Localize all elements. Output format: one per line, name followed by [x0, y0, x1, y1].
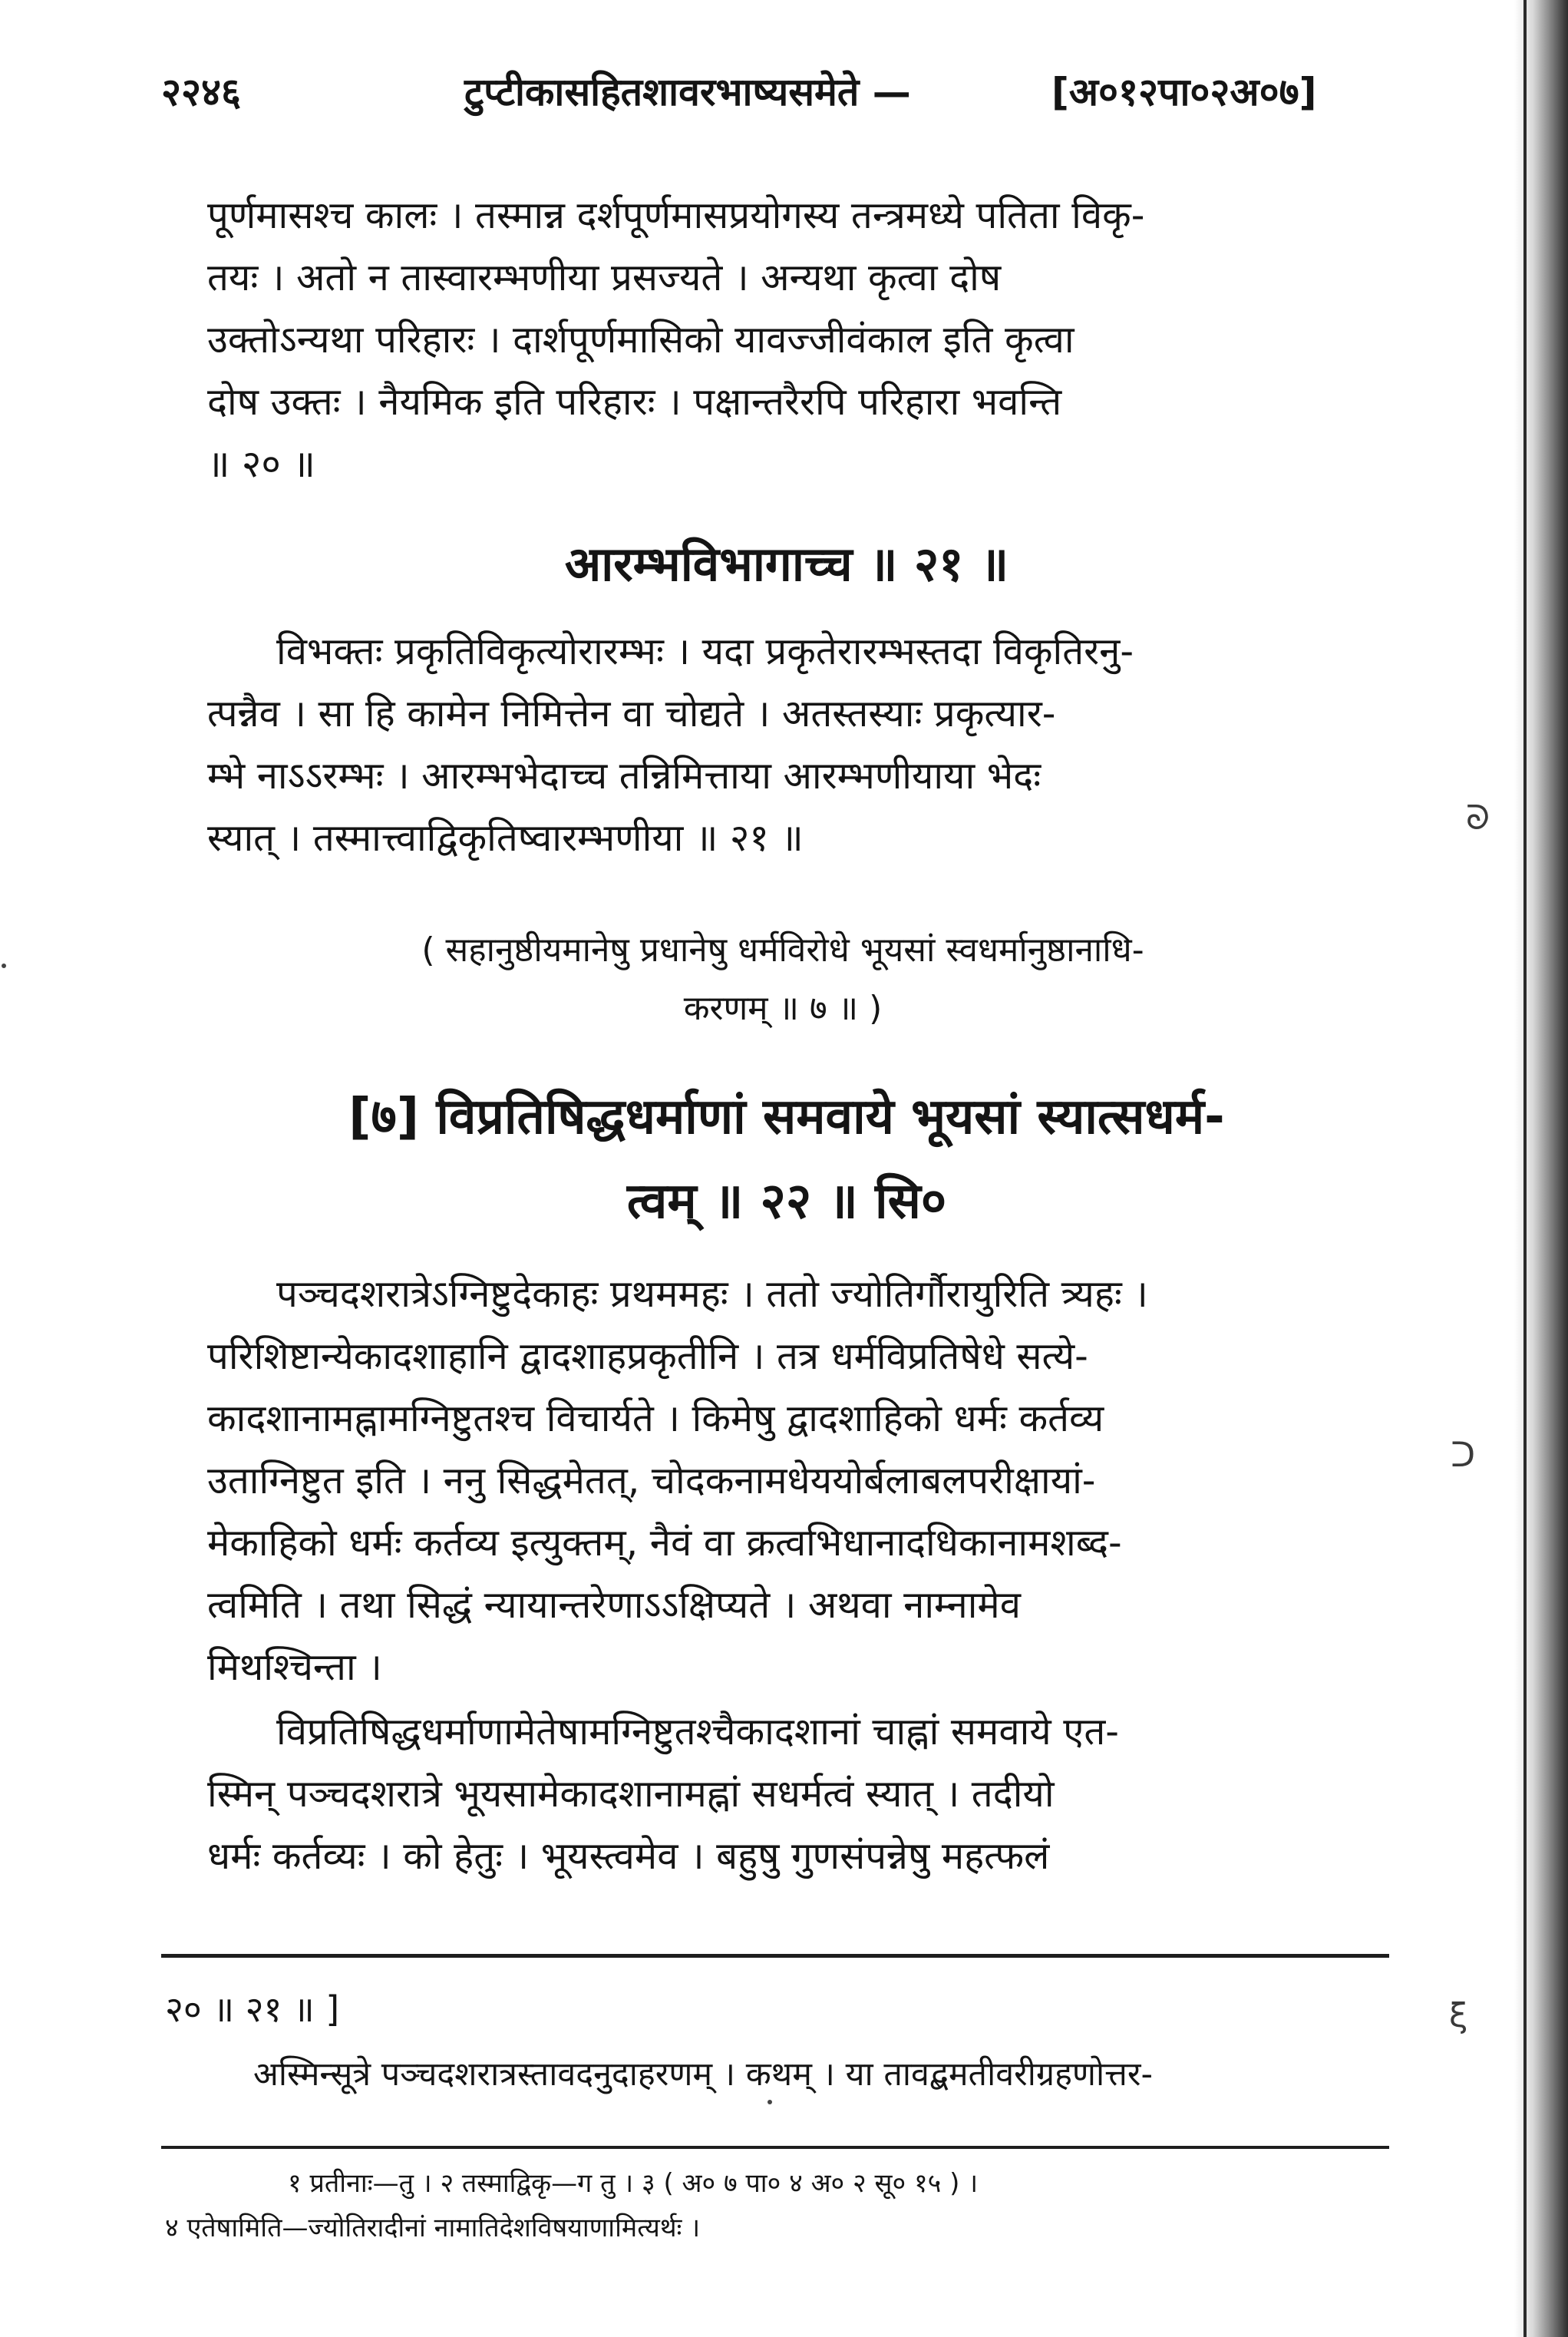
page-edge-shadow [1514, 0, 1568, 2337]
footnote-line: ४ एतेषामिति—ज्योतिरादीनां नामातिदेशविषयाणामित्यर्थः । [165, 2213, 701, 2243]
text-line: पञ्चदशरात्रेऽग्निष्टुदेकाहः प्रथममहः । ततो ज्योतिर्गौरायुरिति त्र्यहः । [276, 1272, 1148, 1316]
text-line: कादशानामह्नामग्निष्टुतश्च विचार्यते । किमेषु द्वादशाहिको धर्मः कर्तव्य [207, 1397, 1104, 1440]
text-line: धर्मः कर्तव्यः । को हेतुः । भूयस्त्वमेव । बहुषु गुणसंपन्नेषु महत्फलं [207, 1834, 1050, 1878]
sutra-22 [161, 1075, 1412, 1244]
paragraph-4 [207, 1701, 1320, 1887]
adhikarana-line: करणम् ॥ ७ ॥ ) [683, 989, 883, 1028]
text-line: म्भे नाऽऽरम्भः । आरम्भभेदाच्च तन्निमित्ताया आरम्भणीयाया भेदः [207, 754, 1041, 798]
scan-speck [767, 2100, 772, 2104]
text-line: ॥ २० ॥ [207, 442, 315, 486]
footnote-line: १ प्रतीनाः—तु । २ तस्माद्विकृ—ग तु । ३ ( अ० ७ पा० ४ अ० २ सू० १५ ) । [288, 2168, 979, 2199]
text-line: परिशिष्टान्येकादशाहानि द्वादशाहप्रकृतीनि । तत्र धर्मविप्रतिषेधे सत्ये- [207, 1334, 1088, 1378]
scan-speck [2, 964, 6, 968]
text-line: विप्रतिषिद्धधर्माणामेतेषामग्निष्टुतश्चैकादशानां चाह्नां समवाये एत- [276, 1710, 1119, 1754]
text-line: तयः । अतो न तास्वारम्भणीया प्रसज्यते । अन्यथा कृत्वा दोष [207, 256, 1002, 299]
text-line: पूर्णमासश्च कालः । तस्मान्न दर्शपूर्णमासप्रयोगस्य तन्त्रमध्ये पतिता विकृ- [207, 193, 1145, 237]
running-title: टुप्टीकासहितशावरभाष्यसमेते — [464, 70, 911, 114]
commentary-references: २० ॥ २१ ॥ ] [165, 1988, 340, 2030]
text-line: स्मिन् पञ्चदशरात्रे भूयसामेकादशानामह्नां सधर्मत्वं स्यात् । तदीयो [207, 1772, 1055, 1816]
text-line: विभक्तः प्रकृतिविकृत्योरारम्भः । यदा प्रकृतेरारम्भस्तदा विकृतिरनु- [276, 630, 1134, 673]
text-line: त्वमिति । तथा सिद्धं न्यायान्तरेणाऽऽक्षिप्यते । अथवा नाम्नामेव [207, 1583, 1021, 1627]
page-number: २२४६ [161, 70, 241, 114]
sutra-21: आरम्भविभागाच्च ॥ २१ ॥ [564, 536, 1009, 592]
text-line: दोष उक्तः । नैयमिक इति परिहारः । पक्षान्तरैरपि परिहारा भवन्ति [207, 380, 1062, 424]
margin-ink-mark: ᘐ [1466, 798, 1490, 838]
text-line: त्पन्नैव । सा हि कामेन निमित्तेन वा चोद्यते । अतस्तस्याः प्रकृत्यार- [207, 692, 1056, 735]
sutra-line: [७] विप्रतिषिद्धधर्माणां समवाये भूयसां स्यात्सधर्म- [348, 1089, 1225, 1145]
section-reference: [अ०१२पा०२अ०७] [1051, 70, 1317, 114]
paragraph-1 [207, 184, 1320, 495]
text-line: मेकाहिको धर्मः कर्तव्य इत्युक्तम्, नैवं वा क्रत्वभिधानादधिकानामशब्द- [207, 1521, 1122, 1565]
adhikarana-line: ( सहानुष्ठीयमानेषु प्रधानेषु धर्मविरोधे भूयसां स्वधर्मानुष्ठानाधि- [421, 931, 1144, 970]
text-line: उक्तोऽन्यथा परिहारः । दार्शपूर्णमासिको यावज्जीवंकाल इति कृत्वा [207, 318, 1074, 362]
commentary-text: अस्मिन्सूत्रे पञ्चदशरात्रस्तावदनुदाहरणम् । कथम् । या तावद्बमतीवरीग्रहणोत्तर- [253, 2055, 1153, 2094]
adhikarana-title [230, 921, 1335, 1038]
text-line: स्यात् । तस्मात्त्वाद्विकृतिष्वारम्भणीया ॥ २१ ॥ [207, 816, 804, 860]
paragraph-2 [207, 620, 1320, 869]
binding-edge [1523, 0, 1527, 2337]
text-line: उताग्निष्टुत इति । ननु सिद्धमेतत्, चोदकनामधेययोर्बलाबलपरीक्षायां- [207, 1459, 1096, 1502]
margin-ink-mark: ξ [1449, 1996, 1468, 2035]
paragraph-3 [207, 1263, 1320, 1698]
footnotes [165, 2161, 1393, 2250]
footnote-divider [161, 2146, 1389, 2149]
text-line: मिथश्चिन्ता । [207, 1645, 382, 1689]
commentary-divider [161, 1954, 1389, 1958]
sutra-line: त्वम् ॥ २२ ॥ सि० [626, 1173, 947, 1230]
margin-ink-mark: ᑐ [1451, 1436, 1476, 1475]
